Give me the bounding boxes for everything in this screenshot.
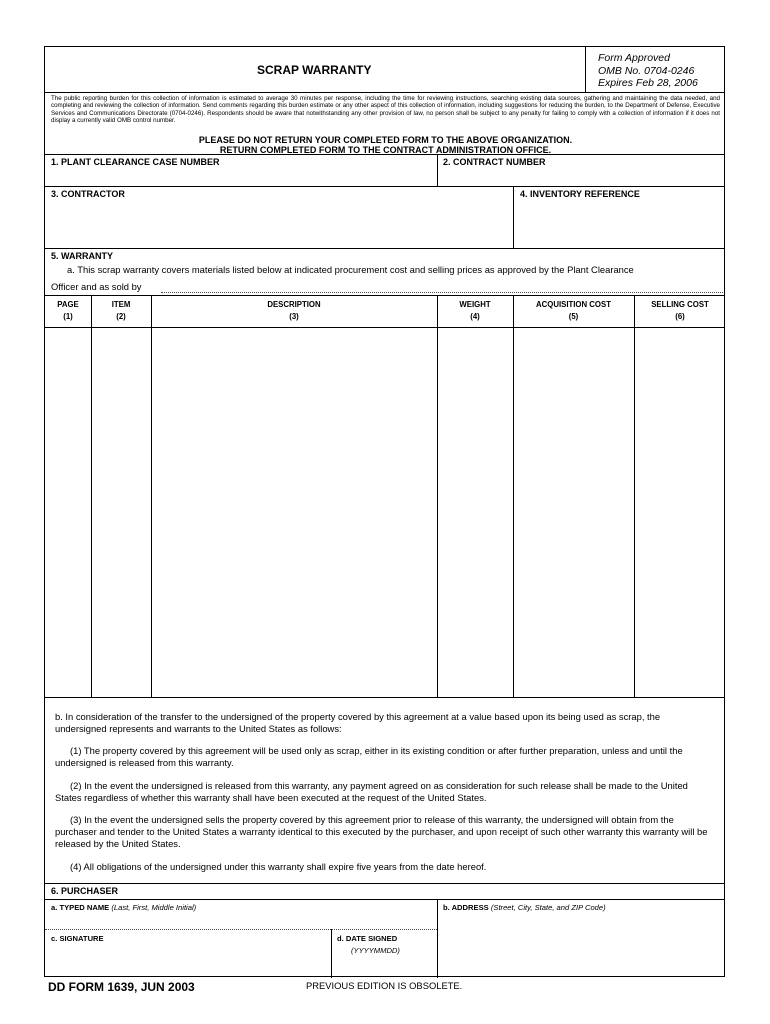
warranty-b-text: b. In consideration of the transfer to the undersigned of the property covered by this agreement at a value based upon its being used as scrap, the undersigned represents and warrants to the United States as follows:	[55, 711, 661, 734]
signature-input[interactable]	[49, 945, 329, 975]
form-approved-block	[598, 52, 698, 90]
expiration-date: Expires Feb 28, 2006	[598, 77, 698, 89]
date-format-hint: (YYYYMMDD)	[351, 946, 400, 955]
column-header-page: PAGE (1)	[57, 300, 79, 321]
inventory-reference-label: 4. INVENTORY REFERENCE	[520, 189, 640, 199]
notice-line-1: PLEASE DO NOT RETURN YOUR COMPLETED FORM TO THE ABOVE ORGANIZATION.	[198, 135, 573, 145]
warranty-a-text: a. This scrap warranty covers materials listed below at indicated procurement cost and selling prices as approved by the Plant Clearance	[67, 264, 634, 275]
notice-line-2: RETURN COMPLETED FORM TO THE CONTRACT ADMINISTRATION OFFICE.	[219, 145, 552, 155]
selling-cost-column-input[interactable]	[636, 329, 724, 695]
description-column-input[interactable]	[153, 329, 436, 695]
address-label: b. ADDRESS (Street, City, State, and ZIP Code)	[443, 903, 606, 912]
column-header-item: ITEM (2)	[111, 300, 131, 321]
date-signed-input[interactable]	[333, 957, 435, 975]
inventory-reference-input[interactable]	[517, 201, 723, 246]
plant-clearance-case-number-input[interactable]	[49, 169, 435, 185]
column-header-acquisition-cost: ACQUISITION COST (5)	[536, 300, 611, 321]
column-header-description: DESCRIPTION (3)	[267, 300, 321, 321]
typed-name-input[interactable]	[49, 915, 435, 927]
contractor-label: 3. CONTRACTOR	[51, 189, 125, 199]
warranty-heading: 5. WARRANTY	[51, 251, 114, 261]
item-column-input[interactable]	[93, 329, 150, 695]
warranty-b4-text: (4) All obligations of the undersigned under this warranty shall expire five years from the date hereof.	[70, 861, 487, 872]
omb-number: OMB No. 0704-0246	[598, 64, 695, 77]
form-title: SCRAP WARRANTY	[257, 63, 372, 77]
weight-column-input[interactable]	[439, 329, 512, 695]
typed-name-label: a. TYPED NAME (Last, First, Middle Initial)	[51, 903, 197, 912]
column-header-selling-cost: SELLING COST (6)	[651, 300, 709, 321]
page-column-input[interactable]	[46, 329, 90, 695]
warranty-b1-text: (1) The property covered by this agreement will be used only as scrap, either in its existing condition or after further preparation, unless and until the undersigned is released from this warranty.	[55, 745, 683, 768]
return-notice	[45, 135, 726, 155]
previous-edition-note: PREVIOUS EDITION IS OBSOLETE.	[306, 980, 463, 991]
contractor-input[interactable]	[49, 201, 511, 246]
address-input[interactable]	[441, 915, 723, 975]
date-signed-label: d. DATE SIGNED	[337, 934, 398, 943]
contract-number-label: 2. CONTRACT NUMBER	[443, 157, 546, 167]
officer-sold-by-label: Officer and as sold by	[51, 281, 142, 292]
warranty-b2-text: (2) In the event the undersigned is released from this warranty, any payment agreed on as consideration for such release shall be made to the United States regardless of whether this warranty shall have been executed at the request of the United States.	[55, 780, 688, 803]
warranty-b3-text: (3) In the event the undersigned sells the property covered by this agreement prior to release of this warranty, the undersigned will obtain from the purchaser and tender to the United States a warranty identical to this executed by the purchaser, and upon receipt of such other warranty this warranty will be released by the United States.	[55, 814, 708, 849]
scrap-warranty-form	[44, 46, 725, 977]
burden-statement: The public reporting burden for this collection of information is estimated to average 30 minutes per response, including the time for reviewing instructions, searching existing data sources, gathering and maintaining the data needed, and completing and reviewing the collection of information. Send comments regarding this burden estimate or any other aspect of this collection of information, including suggestions for reducing the burden, to the Department of Defense, Executive Services and Communications Directorate (0704-0246). Respondents should be aware that notwithstanding any other provision of law, no person shall be subject to any penalty for failing to comply with a collection of information if it does not display a currently valid OMB control number.	[51, 95, 720, 125]
contract-number-input[interactable]	[441, 169, 723, 185]
acquisition-cost-column-input[interactable]	[515, 329, 633, 695]
signature-label: c. SIGNATURE	[51, 934, 104, 943]
plant-clearance-case-number-label: 1. PLANT CLEARANCE CASE NUMBER	[51, 157, 220, 167]
column-header-weight: WEIGHT (4)	[459, 300, 491, 321]
sold-by-input[interactable]	[161, 280, 723, 292]
form-number: DD FORM 1639, JUN 2003	[48, 980, 195, 994]
purchaser-heading: 6. PURCHASER	[51, 886, 119, 896]
form-approved-line: Form Approved	[598, 52, 670, 64]
